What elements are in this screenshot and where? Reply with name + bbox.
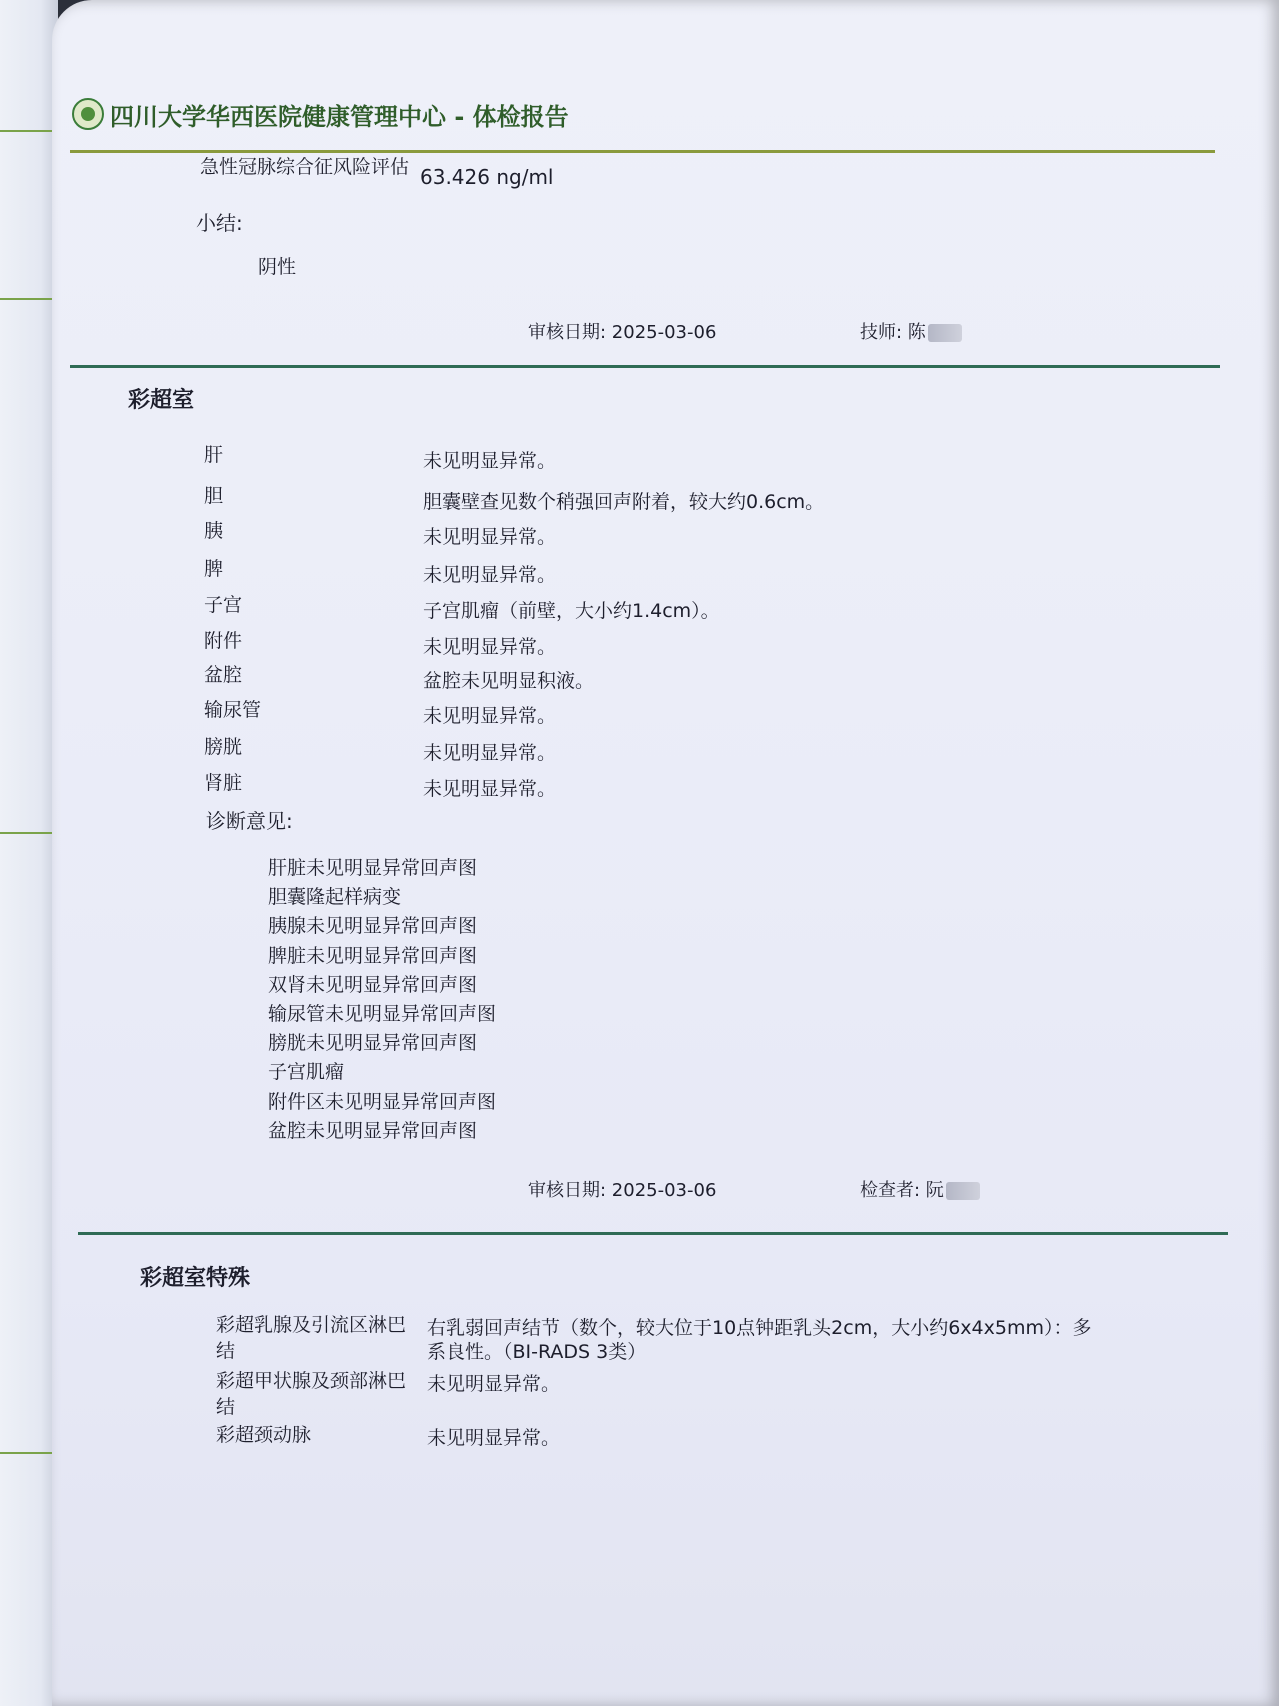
finding-value: 胆囊壁查见数个稍强回声附着，较大约0.6cm。	[423, 491, 825, 513]
review-date: 审核日期: 2025-03-06	[528, 322, 717, 343]
diagnosis-item: 胰腺未见明显异常回声图	[268, 915, 478, 938]
finding-label: 膀胱	[204, 736, 243, 758]
finding-label: 胰	[204, 520, 224, 542]
finding-value: 盆腔未见明显积液。	[423, 670, 595, 692]
finding-value: 未见明显异常。	[423, 564, 557, 586]
special-finding-label: 彩超甲状腺及颈部淋巴结	[216, 1370, 407, 1418]
acs-value: 63.426 ng/ml	[420, 165, 554, 189]
finding-label: 胆	[204, 485, 224, 507]
examiner: 检查者: 阮	[860, 1178, 980, 1204]
finding-value: 未见明显异常。	[423, 450, 557, 472]
report-page	[52, 0, 1279, 1706]
summary-label: 小结:	[196, 211, 243, 235]
diagnosis-item: 脾脏未见明显异常回声图	[268, 944, 478, 967]
left-page-rule	[0, 1452, 52, 1454]
header-divider	[70, 150, 1215, 153]
left-page-rule	[0, 130, 52, 132]
hospital-logo-icon	[72, 98, 104, 130]
special-finding-label: 彩超乳腺及引流区淋巴结	[216, 1314, 407, 1362]
finding-value: 子宫肌瘤（前壁，大小约1.4cm）。	[423, 600, 720, 622]
header-title: 四川大学华西医院健康管理中心 - 体检报告	[110, 102, 569, 131]
finding-value: 未见明显异常。	[423, 636, 557, 658]
acs-label: 急性冠脉综合征风险评估	[200, 156, 410, 178]
diagnosis-item: 胆囊隆起样病变	[268, 886, 402, 909]
diagnosis-item: 双肾未见明显异常回声图	[268, 973, 478, 996]
diagnosis-item: 肝脏未见明显异常回声图	[268, 857, 478, 879]
diagnosis-item: 盆腔未见明显异常回声图	[268, 1119, 478, 1142]
finding-label: 盆腔	[204, 664, 243, 686]
finding-label: 输尿管	[204, 699, 262, 721]
left-page-edge	[0, 0, 58, 1706]
section-divider	[78, 1232, 1228, 1235]
special-finding-value: 右乳弱回声结节（数个，较大位于10点钟距乳头2cm，大小约6x4x5mm）：多系良性。（BI-RADS 3类）	[427, 1317, 1092, 1363]
diagnosis-item: 附件区未见明显异常回声图	[268, 1090, 497, 1113]
summary-value: 阴性	[258, 256, 297, 278]
section-title-ultrasound: 彩超室	[128, 388, 195, 413]
special-finding-label: 彩超颈动脉	[216, 1424, 312, 1446]
redacted-name	[946, 1182, 980, 1200]
finding-label: 脾	[204, 558, 224, 580]
technician: 技师: 陈	[860, 320, 962, 346]
review-date: 审核日期: 2025-03-06	[528, 1180, 717, 1201]
finding-value: 未见明显异常。	[423, 526, 557, 548]
finding-value: 未见明显异常。	[423, 742, 557, 764]
special-finding-value: 未见明显异常。	[427, 1373, 561, 1395]
diagnosis-item: 膀胱未见明显异常回声图	[268, 1032, 478, 1055]
redacted-name	[928, 324, 962, 342]
left-page-rule	[0, 298, 52, 300]
finding-label: 子宫	[204, 594, 243, 616]
report-header	[72, 96, 569, 132]
diagnosis-title: 诊断意见:	[206, 809, 293, 833]
diagnosis-item: 输尿管未见明显异常回声图	[268, 1003, 497, 1025]
finding-label: 肝	[204, 444, 224, 466]
diagnosis-item: 子宫肌瘤	[268, 1061, 345, 1084]
section-divider	[70, 365, 1220, 368]
finding-value: 未见明显异常。	[423, 705, 557, 727]
section-title-special-ultrasound: 彩超室特殊	[140, 1266, 251, 1291]
finding-label: 附件	[204, 630, 243, 652]
special-finding-value: 未见明显异常。	[427, 1427, 561, 1449]
finding-label: 肾脏	[204, 772, 243, 794]
left-page-rule	[0, 832, 52, 834]
finding-value: 未见明显异常。	[423, 778, 557, 800]
